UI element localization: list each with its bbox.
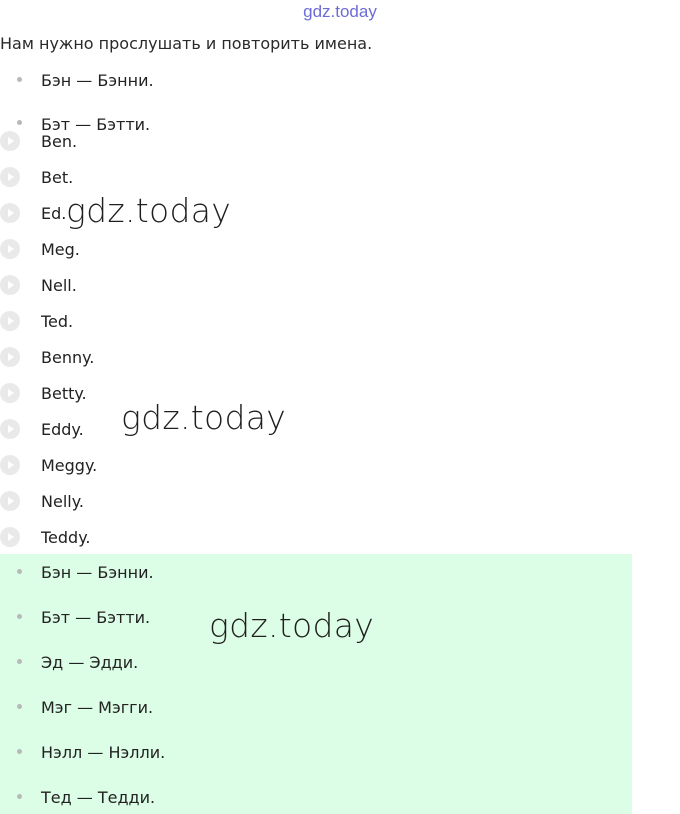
answer-box [0, 554, 632, 814]
list-item-text: Бэн — Бэнни. [41, 70, 154, 90]
answer-item [0, 560, 632, 584]
play-button[interactable] [0, 131, 20, 151]
play-icon [0, 383, 20, 403]
play-icon [0, 527, 20, 547]
list-item-text: Бэт — Бэтти. [41, 115, 151, 134]
bullet-icon [17, 794, 22, 799]
play-icon [0, 455, 20, 475]
audio-item-label: Meggy. [41, 456, 98, 475]
audio-item [0, 124, 680, 160]
play-button[interactable] [0, 347, 20, 367]
play-button[interactable] [0, 455, 20, 475]
answer-item-text: Бэн — Бэнни. [41, 562, 154, 582]
answer-item-text: Эд — Эдди. [41, 652, 139, 672]
audio-item-label: Eddy. [41, 420, 84, 439]
audio-item [0, 520, 680, 556]
audio-item [0, 376, 680, 412]
audio-item-label: Nell. [41, 276, 77, 295]
audio-item-label: Ted. [41, 312, 74, 331]
audio-item-label: Teddy. [41, 528, 91, 547]
bullet-icon [17, 569, 22, 574]
play-icon [0, 275, 20, 295]
audio-item [0, 412, 680, 448]
play-icon [0, 311, 20, 331]
intro-text: Нам нужно прослушать и повторить имена. [0, 34, 373, 53]
play-button[interactable] [0, 167, 20, 187]
play-button[interactable] [0, 239, 20, 259]
watermark: gdz.today [66, 191, 232, 230]
play-icon [0, 131, 20, 151]
audio-item [0, 340, 680, 376]
audio-item [0, 268, 680, 304]
list-item [0, 68, 680, 92]
audio-item [0, 232, 680, 268]
play-button[interactable] [0, 311, 20, 331]
audio-item-label: Ed. [41, 204, 67, 223]
top-watermark: gdz.today [303, 2, 377, 21]
bullet-icon [17, 749, 22, 754]
audio-item-label: Ben. [41, 132, 78, 151]
bullet-icon [17, 77, 22, 82]
play-button[interactable] [0, 491, 20, 511]
play-icon [0, 239, 20, 259]
bullet-icon [17, 704, 22, 709]
audio-item-label: Benny. [41, 348, 95, 367]
play-button[interactable] [0, 203, 20, 223]
answer-item-text: Мэг — Мэгги. [41, 697, 154, 717]
play-button[interactable] [0, 527, 20, 547]
audio-item-label: Meg. [41, 240, 80, 259]
audio-item [0, 304, 680, 340]
answer-item [0, 695, 632, 719]
play-button[interactable] [0, 383, 20, 403]
watermark: gdz.today [209, 606, 375, 645]
list-item [0, 110, 680, 134]
play-icon [0, 347, 20, 367]
play-icon [0, 419, 20, 439]
answer-item [0, 785, 632, 809]
play-icon [0, 491, 20, 511]
bullet-icon [17, 614, 22, 619]
watermark: gdz.today [121, 398, 287, 437]
answer-item [0, 740, 632, 764]
answer-item-text: Тед — Тедди. [41, 787, 156, 807]
play-icon [0, 203, 20, 223]
play-button[interactable] [0, 275, 20, 295]
audio-item-label: Bet. [41, 168, 74, 187]
audio-item-label: Betty. [41, 384, 87, 403]
answer-item-text: Нэлл — Нэлли. [41, 742, 166, 762]
audio-item [0, 448, 680, 484]
bullet-icon [17, 659, 22, 664]
audio-item-label: Nelly. [41, 492, 84, 511]
play-button[interactable] [0, 419, 20, 439]
answer-item-text: Бэт — Бэтти. [41, 607, 151, 627]
answer-item [0, 650, 632, 674]
play-icon [0, 167, 20, 187]
audio-item [0, 484, 680, 520]
